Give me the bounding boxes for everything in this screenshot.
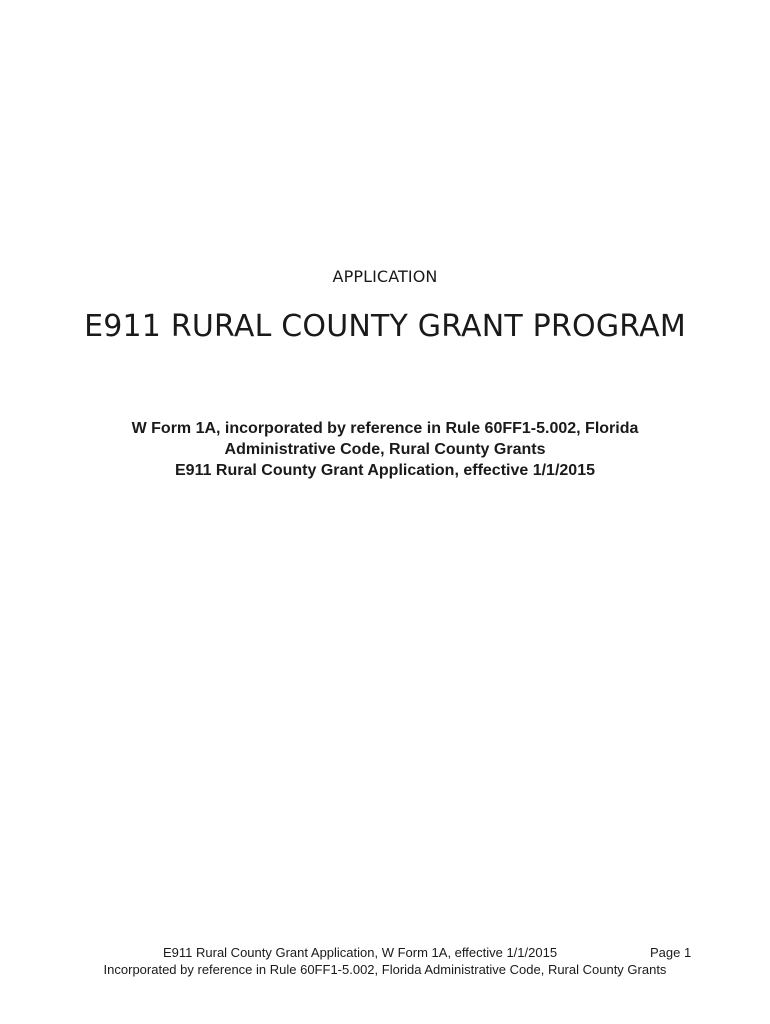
footer-rule-reference: Incorporated by reference in Rule 60FF1-5.002, Florida Administrative Code, Rural County Grants (103, 962, 667, 977)
subtitle-line: W Form 1A, incorporated by reference in Rule 60FF1-5.002, Florida (131, 420, 639, 437)
subtitle-line: Administrative Code, Rural County Grants (224, 441, 546, 458)
page-number: Page 1 (650, 945, 692, 960)
document-title: E911 RURAL COUNTY GRANT PROGRAM (84, 309, 686, 344)
document-subtitle (0, 418, 770, 481)
footer-form-reference: E911 Rural County Grant Application, W Form 1A, effective 1/1/2015 (163, 945, 558, 960)
document-label: APPLICATION (332, 267, 438, 286)
subtitle-line: E911 Rural County Grant Application, effective 1/1/2015 (175, 462, 595, 479)
